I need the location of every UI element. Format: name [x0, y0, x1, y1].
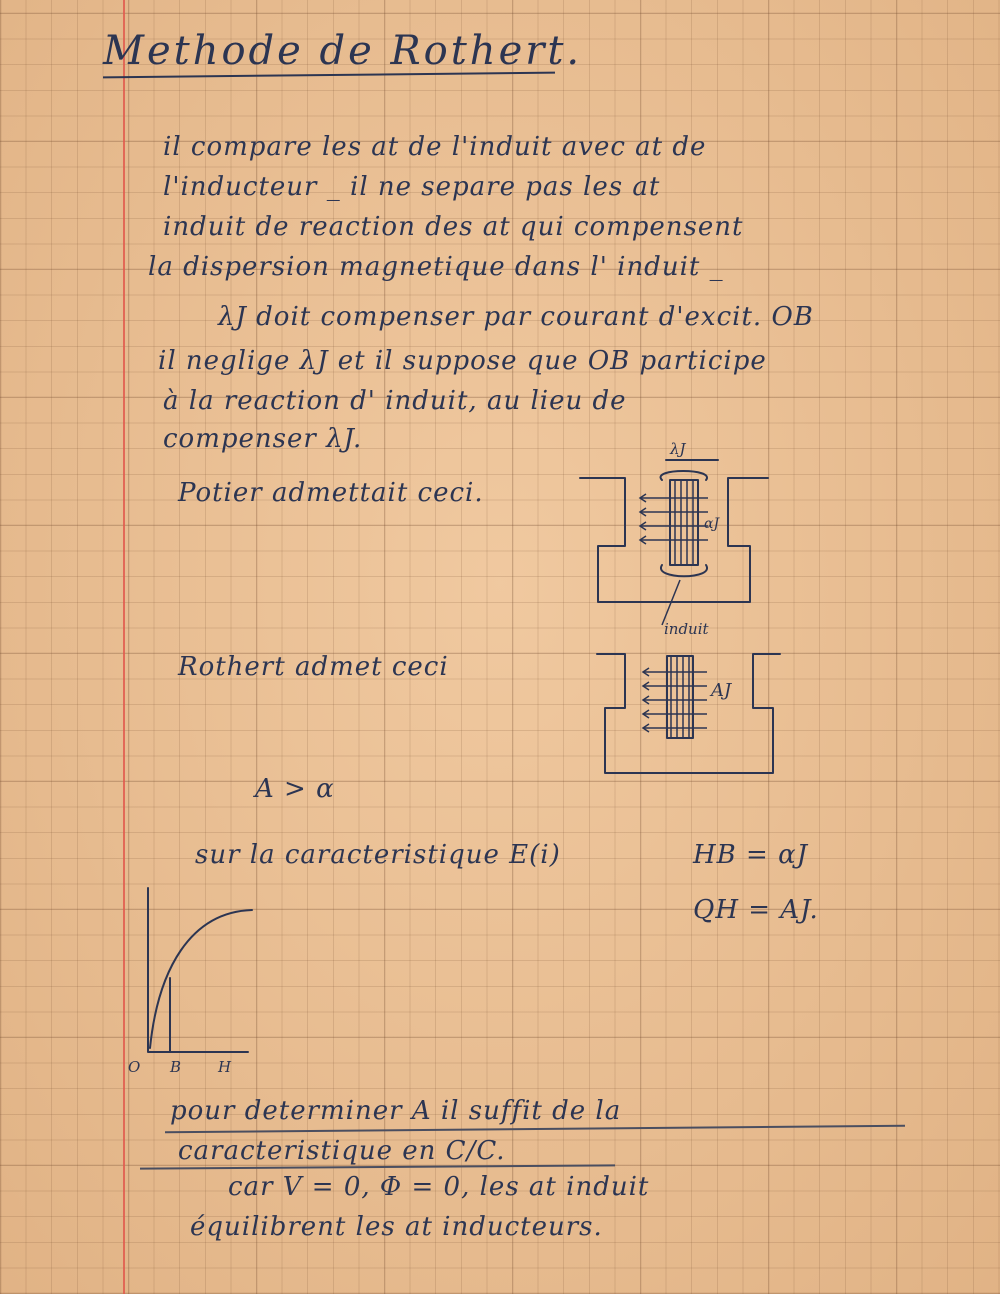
equation-hb: HB = αJ [693, 840, 809, 870]
final-line1: car V = 0, Φ = 0, les at induit [228, 1172, 650, 1202]
graph-h-label: H [218, 1058, 232, 1076]
graph-curve [150, 910, 252, 1048]
rothert-armature-windings [671, 656, 689, 738]
conclusion-line2: caracteristique en C/C. [178, 1136, 506, 1166]
paragraph2-line2: il neglige λJ et il suppose que OB participe [158, 346, 767, 376]
final-line2: équilibrent les at inducteurs. [190, 1212, 603, 1242]
conclusion-line1: pour determiner A il suffit de la [170, 1096, 622, 1126]
paragraph1-line1: il compare les at de l'induit avec at de [163, 132, 707, 162]
margin-line [123, 0, 125, 1294]
paragraph2-line4: compenser λJ. [163, 424, 363, 454]
rothert-flux-lines [643, 672, 707, 728]
potier-flux-arrows [640, 494, 646, 544]
paragraph1-line3: induit de reaction des at qui compensent [163, 212, 744, 242]
rothert-side-label: AJ [711, 680, 732, 701]
potier-bottom-loop [661, 565, 707, 576]
conclusion-underline-1 [165, 1125, 905, 1133]
page-title: Methode de Rothert. [103, 28, 583, 74]
potier-armature-bar [670, 480, 698, 565]
inequality-text: A > α [255, 774, 335, 804]
rothert-diagram [585, 640, 795, 780]
potier-diagram [570, 420, 790, 645]
graph-origin-label: O [128, 1058, 141, 1076]
potier-armature-windings [675, 480, 693, 565]
paragraph2-line1: λJ doit compenser par courant d'excit. OB [218, 302, 814, 332]
potier-bottom-label: induit [664, 620, 709, 638]
graph-b-label: B [170, 1058, 182, 1076]
potier-side-label: αJ [704, 516, 720, 532]
potier-top-loop [661, 471, 707, 480]
equation-qh: QH = AJ. [693, 895, 819, 925]
paragraph1-line4: la dispersion magnetique dans l' induit _ [148, 252, 724, 282]
magnetization-curve-graph [120, 880, 260, 1080]
potier-text: Potier admettait ceci. [178, 478, 484, 508]
paragraph1-line2: l'inducteur _ il ne separe pas les at [163, 172, 661, 202]
paragraph2-line3: à la reaction d' induit, au lieu de [163, 386, 627, 416]
caracteristique-text: sur la caracteristique E(i) [195, 840, 561, 870]
potier-top-label: λJ [670, 440, 686, 458]
rothert-text: Rothert admet ceci [178, 652, 449, 682]
